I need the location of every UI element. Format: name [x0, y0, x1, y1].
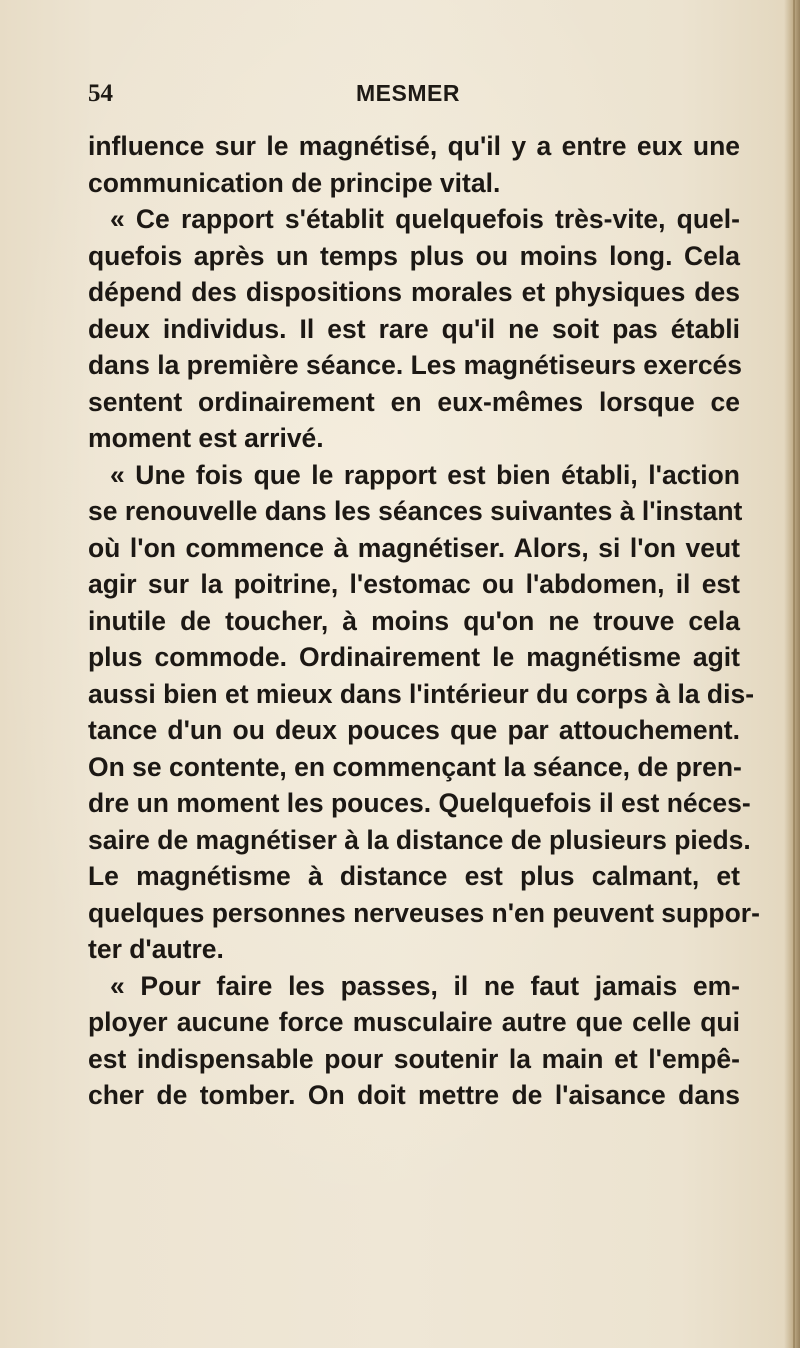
page-number: 54	[88, 80, 113, 107]
text-line: est indispensable pour soutenir la main et l'empê-	[88, 1043, 740, 1074]
running-title: MESMER	[356, 80, 460, 106]
page-edge-shadow	[784, 0, 800, 1348]
text-line: On se contente, en commençant la séance, de pren-	[88, 751, 742, 782]
text-line: moment est arrivé.	[88, 423, 324, 453]
body-text	[88, 128, 760, 1114]
text-line: tance d'un ou deux pouces que par attouchement.	[88, 715, 740, 745]
text-line: Le magnétisme à distance est plus calmant, et	[88, 861, 740, 891]
text-line: dans la première séance. Les magnétiseurs exercés	[88, 350, 743, 380]
text-line: se renouvelle dans les séances suivantes à l'instant	[88, 496, 743, 526]
text-line: inutile de toucher, à moins qu'on ne trouve cela	[88, 605, 740, 636]
text-line: cher de tomber. On doit mettre de l'aisance dans	[88, 1080, 740, 1110]
text-line: quelques personnes nerveuses n'en peuvent suppor-	[88, 897, 760, 928]
text-line: « Pour faire les passes, il ne faut jamais em-	[110, 970, 740, 1001]
text-line: dre un moment les pouces. Quelquefois il est néces-	[88, 788, 751, 818]
text-line: sentent ordinairement en eux-mêmes lorsque ce	[88, 386, 740, 417]
text-line: ployer aucune force musculaire autre que celle qui	[88, 1007, 740, 1037]
text-line: quefois après un temps plus ou moins long. Cela	[88, 240, 740, 271]
text-line: agir sur la poitrine, l'estomac ou l'abdomen, il est	[88, 569, 740, 599]
text-line: ter d'autre.	[88, 934, 224, 964]
running-head	[88, 80, 728, 116]
text-line: aussi bien et mieux dans l'intérieur du corps à la dis-	[88, 678, 755, 709]
text-line: saire de magnétiser à la distance de plusieurs pieds.	[88, 824, 751, 855]
text-line: communication de principe vital.	[88, 167, 501, 198]
page-edge-line	[793, 0, 795, 1348]
text-line: « Une fois que le rapport est bien établi, l'action	[110, 459, 740, 490]
text-line: influence sur le magnétisé, qu'il y a entre eux une	[88, 131, 740, 161]
text-line: où l'on commence à magnétiser. Alors, si l'on veut	[88, 532, 740, 563]
text-line: deux individus. Il est rare qu'il ne soit pas établi	[88, 313, 740, 344]
text-line: plus commode. Ordinairement le magnétisme agit	[88, 642, 740, 672]
text-line: « Ce rapport s'établit quelquefois très-vite, quel-	[110, 204, 740, 234]
text-line: dépend des dispositions morales et physiques des	[88, 277, 740, 307]
